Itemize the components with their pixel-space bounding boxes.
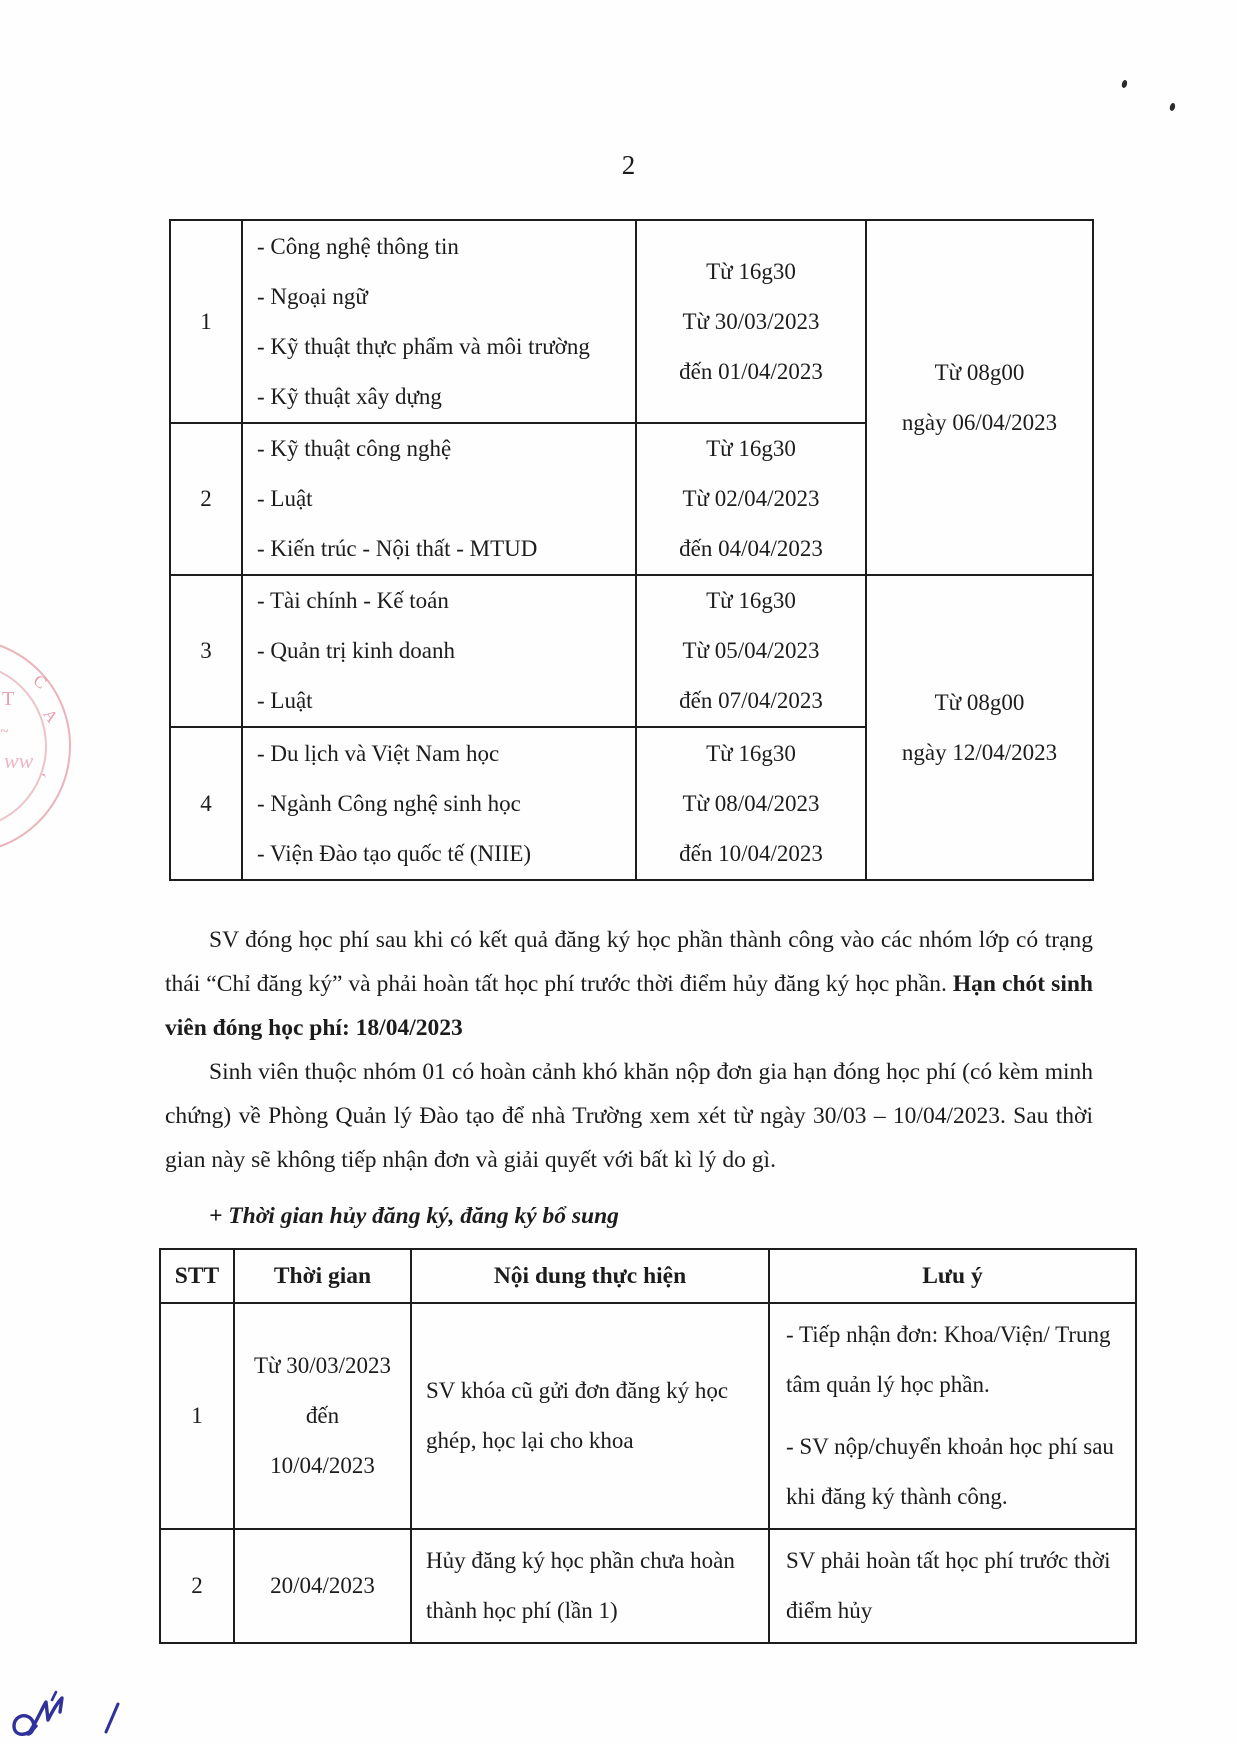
header-time: Thời gian <box>234 1249 411 1303</box>
time-cell: Từ 16g30 Từ 02/04/2023 đến 04/04/2023 <box>636 423 866 575</box>
time-cell: Từ 16g30 Từ 05/04/2023 đến 07/04/2023 <box>636 575 866 727</box>
header-stt: STT <box>160 1249 234 1303</box>
stt-cell: 3 <box>170 575 242 727</box>
section-heading-cancel-registration: + Thời gian hủy đăng ký, đăng ký bổ sung <box>209 1203 619 1229</box>
scan-speck <box>1121 79 1128 88</box>
header-note: Lưu ý <box>769 1249 1136 1303</box>
content-cell: SV khóa cũ gửi đơn đăng ký học ghép, học lại cho khoa <box>411 1303 769 1529</box>
time-cell: Từ 30/03/2023 đến 10/04/2023 <box>234 1303 411 1529</box>
content-cell: Hủy đăng ký học phần chưa hoàn thành học phí (lần 1) <box>411 1529 769 1643</box>
table-row <box>170 575 1093 727</box>
paragraph-extension: Sinh viên thuộc nhóm 01 có hoàn cảnh khó khăn nộp đơn gia hạn đóng học phí (có kèm minh chứng) về Phòng Quản lý Đào tạo để nhà Trường xem xét từ ngày 30/03 – 10/04/2023. Sau thời gian này sẽ không tiếp nhận đơn và giải quyết với bất kì lý do gì. <box>165 1059 1093 1173</box>
scan-speck <box>1169 102 1176 111</box>
stt-cell: 1 <box>160 1303 234 1529</box>
stamp-text-fragment: T <box>2 688 15 710</box>
paragraph-tuition <box>165 918 1093 1050</box>
table-row <box>170 220 1093 423</box>
stamp-text-fragment: A <box>39 705 62 727</box>
time-cell: Từ 16g30 Từ 08/04/2023 đến 10/04/2023 <box>636 727 866 880</box>
stamp-text-fragment: , <box>31 763 49 780</box>
note-item: - Tiếp nhận đơn: Khoa/Viện/ Trung tâm quản lý học phần. <box>786 1322 1111 1397</box>
registration-schedule-table <box>169 219 1094 881</box>
majors-cell: - Tài chính - Kế toán - Quản trị kinh doanh - Luật <box>242 575 636 727</box>
stt-cell: 4 <box>170 727 242 880</box>
result-time-cell: Từ 08g00 ngày 12/04/2023 <box>866 575 1093 880</box>
stt-cell: 2 <box>170 423 242 575</box>
stamp-text-fragment: C <box>29 670 51 693</box>
table-row <box>160 1303 1136 1529</box>
note-cell: SV phải hoàn tất học phí trước thời điểm hủy <box>769 1529 1136 1643</box>
blue-initial-signature <box>6 1668 156 1744</box>
cancel-registration-table <box>159 1248 1137 1644</box>
note-item: - SV nộp/chuyển khoản học phí sau khi đăng ký thành công. <box>786 1434 1114 1509</box>
majors-cell: - Công nghệ thông tin - Ngoại ngữ - Kỹ thuật thực phẩm và môi trường - Kỹ thuật xây dựng <box>242 220 636 423</box>
page-number: 2 <box>621 150 636 180</box>
body-text-block <box>165 918 1093 1238</box>
time-cell: Từ 16g30 Từ 30/03/2023 đến 01/04/2023 <box>636 220 866 423</box>
note-cell <box>769 1303 1136 1529</box>
majors-cell: - Kỹ thuật công nghệ - Luật - Kiến trúc - Nội thất - MTUD <box>242 423 636 575</box>
tuition-deadline-bold: Hạn chót sinh viên đóng học phí: 18/04/2023 <box>165 971 1093 1041</box>
result-time-cell: Từ 08g00 ngày 06/04/2023 <box>866 220 1093 575</box>
stamp-text-fragment: ~ <box>0 724 9 740</box>
majors-cell: - Du lịch và Việt Nam học - Ngành Công nghệ sinh học - Viện Đào tạo quốc tế (NIIE) <box>242 727 636 880</box>
header-content: Nội dung thực hiện <box>411 1249 769 1303</box>
stt-cell: 1 <box>170 220 242 423</box>
time-cell: 20/04/2023 <box>234 1529 411 1643</box>
stt-cell: 2 <box>160 1529 234 1643</box>
table-header-row <box>160 1249 1136 1303</box>
stamp-signature-fragment: ww <box>4 748 34 773</box>
paragraph-tuition-text: SV đóng học phí sau khi có kết quả đăng ký học phần thành công vào các nhóm lớp có trạng thái “Chỉ đăng ký” và phải hoàn tất học phí trước thời điểm hủy đăng ký học phần. <box>165 927 1093 997</box>
table-row <box>160 1529 1136 1643</box>
